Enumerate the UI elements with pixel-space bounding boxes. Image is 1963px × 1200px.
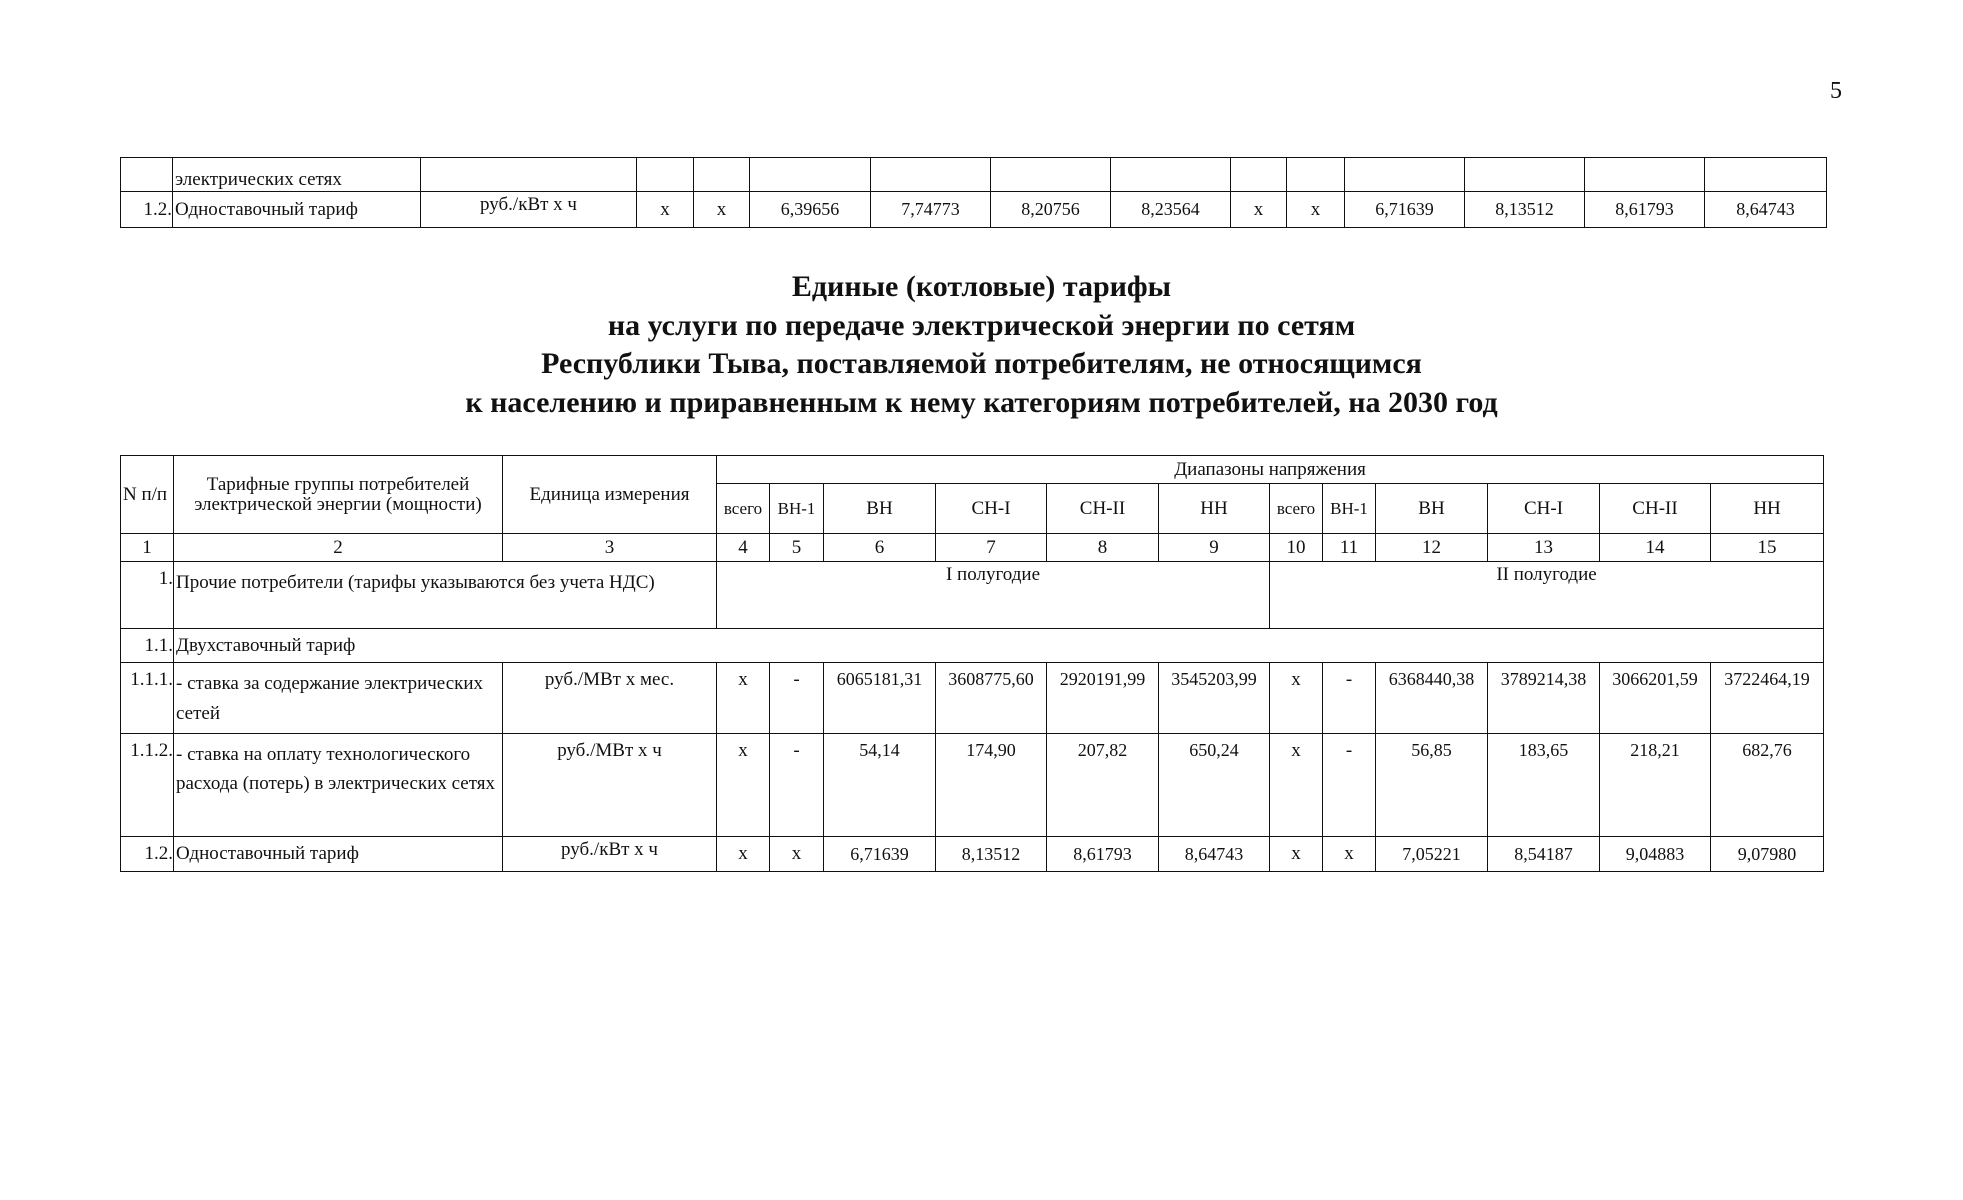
table-row <box>121 734 1824 837</box>
index-cell: 3 <box>503 534 717 562</box>
index-cell: 5 <box>770 534 824 562</box>
value-cell: - <box>770 734 824 837</box>
value-cell: х <box>1287 192 1345 228</box>
unit-cell: руб./кВт х ч <box>421 192 637 228</box>
index-cell: 6 <box>824 534 936 562</box>
value-cell: 8,64743 <box>1159 837 1270 872</box>
continuation-table <box>120 157 1827 228</box>
table-row <box>121 192 1827 228</box>
value-cell: - <box>1323 734 1376 837</box>
value-cell: 207,82 <box>1047 734 1159 837</box>
index-cell: 4 <box>717 534 770 562</box>
header-sub: ВН-1 <box>1323 484 1376 534</box>
value-cell: 6,71639 <box>824 837 936 872</box>
value-cell: х <box>717 837 770 872</box>
value-cell: 6065181,31 <box>824 663 936 734</box>
value-cell: 650,24 <box>1159 734 1270 837</box>
title-line: Единые (котловые) тарифы <box>791 270 1172 303</box>
header-row <box>121 456 1824 484</box>
index-cell: 10 <box>1270 534 1323 562</box>
row-label: - ставка за содержание электрических сетей <box>174 663 503 734</box>
value-cell: 174,90 <box>936 734 1047 837</box>
value-cell: х <box>1270 734 1323 837</box>
header-ranges: Диапазоны напряжения <box>717 456 1824 484</box>
value-cell: 8,13512 <box>1465 192 1585 228</box>
header-sub: всего <box>1270 484 1323 534</box>
value-cell: - <box>1323 663 1376 734</box>
value-cell: 8,23564 <box>1111 192 1231 228</box>
value-cell: 7,74773 <box>871 192 991 228</box>
row-number: 1.1. <box>121 629 174 663</box>
header-sub: НН <box>1159 484 1270 534</box>
index-cell: 2 <box>174 534 503 562</box>
half-year-label: I полугодие <box>717 562 1270 629</box>
title-line: Республики Тыва, поставляемой потребителям, не относящимся <box>541 347 1422 380</box>
value-cell: 9,07980 <box>1711 837 1824 872</box>
value-cell: 6368440,38 <box>1376 663 1488 734</box>
value-cell: 3066201,59 <box>1600 663 1711 734</box>
value-cell: х <box>1323 837 1376 872</box>
header-sub: СН-I <box>1488 484 1600 534</box>
index-cell: 13 <box>1488 534 1600 562</box>
title-line: на услуги по передаче электрической энергии по сетям <box>607 308 1356 342</box>
row-number: 1.1.1. <box>121 663 174 734</box>
row-number: 1.2. <box>121 192 173 228</box>
header-unit: Единица измерения <box>503 456 717 534</box>
unit-cell: руб./кВт х ч <box>503 837 717 872</box>
value-cell: х <box>770 837 824 872</box>
value-cell: 3789214,38 <box>1488 663 1600 734</box>
title-line: к населению и приравненным к нему категориям потребителей, на 2030 год <box>465 385 1498 419</box>
index-cell: 7 <box>936 534 1047 562</box>
row-number: 1.1.2. <box>121 734 174 837</box>
value-cell: 7,05221 <box>1376 837 1488 872</box>
value-cell: х <box>1270 837 1323 872</box>
index-cell: 15 <box>1711 534 1824 562</box>
header-group: Тарифные группы потребителей электрической энергии (мощности) <box>174 456 503 534</box>
index-cell: 11 <box>1323 534 1376 562</box>
half-year-label: II полугодие <box>1270 562 1824 629</box>
value-cell: 8,61793 <box>1585 192 1705 228</box>
value-cell: 3608775,60 <box>936 663 1047 734</box>
value-cell: 9,04883 <box>1600 837 1711 872</box>
document-title <box>0 268 1963 422</box>
value-cell: х <box>637 192 694 228</box>
value-cell: х <box>717 663 770 734</box>
row-label: - ставка на оплату технологического расхода (потерь) в электрических сетях <box>174 734 503 837</box>
header-sub: СН-I <box>936 484 1047 534</box>
value-cell: х <box>1231 192 1287 228</box>
value-cell: 8,54187 <box>1488 837 1600 872</box>
unit-cell: руб./МВт х мес. <box>503 663 717 734</box>
row-number: 1. <box>121 562 174 629</box>
row-label: электрических сетях <box>173 158 421 192</box>
value-cell: 183,65 <box>1488 734 1600 837</box>
value-cell: 8,64743 <box>1705 192 1827 228</box>
value-cell: 682,76 <box>1711 734 1824 837</box>
value-cell: 6,39656 <box>750 192 871 228</box>
section-label: Прочие потребители (тарифы указываются без учета НДС) <box>174 562 717 629</box>
table-row <box>121 158 1827 192</box>
value-cell: 8,20756 <box>991 192 1111 228</box>
value-cell: - <box>770 663 824 734</box>
value-cell: 54,14 <box>824 734 936 837</box>
header-sub: всего <box>717 484 770 534</box>
value-cell: 3545203,99 <box>1159 663 1270 734</box>
value-cell: 3722464,19 <box>1711 663 1824 734</box>
value-cell: 8,61793 <box>1047 837 1159 872</box>
header-num: N п/п <box>121 456 174 534</box>
header-sub: СН-II <box>1047 484 1159 534</box>
row-label: Одноставочный тариф <box>174 837 503 872</box>
index-cell: 14 <box>1600 534 1711 562</box>
index-cell: 9 <box>1159 534 1270 562</box>
header-sub: ВН <box>824 484 936 534</box>
value-cell: 218,21 <box>1600 734 1711 837</box>
section-row <box>121 562 1824 629</box>
table-row <box>121 837 1824 872</box>
header-sub: СН-II <box>1600 484 1711 534</box>
header-sub: ВН-1 <box>770 484 824 534</box>
value-cell: х <box>694 192 750 228</box>
header-sub: НН <box>1711 484 1824 534</box>
row-label: Двухставочный тариф <box>174 629 1824 663</box>
page-number: 5 <box>1830 78 1842 104</box>
index-cell: 12 <box>1376 534 1488 562</box>
tariff-table <box>120 455 1824 872</box>
row-label: Одноставочный тариф <box>173 192 421 228</box>
table-row <box>121 629 1824 663</box>
value-cell: х <box>1270 663 1323 734</box>
value-cell: 6,71639 <box>1345 192 1465 228</box>
row-number: 1.2. <box>121 837 174 872</box>
value-cell: х <box>717 734 770 837</box>
table-row <box>121 663 1824 734</box>
index-row <box>121 534 1824 562</box>
index-cell: 1 <box>121 534 174 562</box>
value-cell: 8,13512 <box>936 837 1047 872</box>
unit-cell: руб./МВт х ч <box>503 734 717 837</box>
index-cell: 8 <box>1047 534 1159 562</box>
value-cell: 2920191,99 <box>1047 663 1159 734</box>
header-sub: ВН <box>1376 484 1488 534</box>
value-cell: 56,85 <box>1376 734 1488 837</box>
